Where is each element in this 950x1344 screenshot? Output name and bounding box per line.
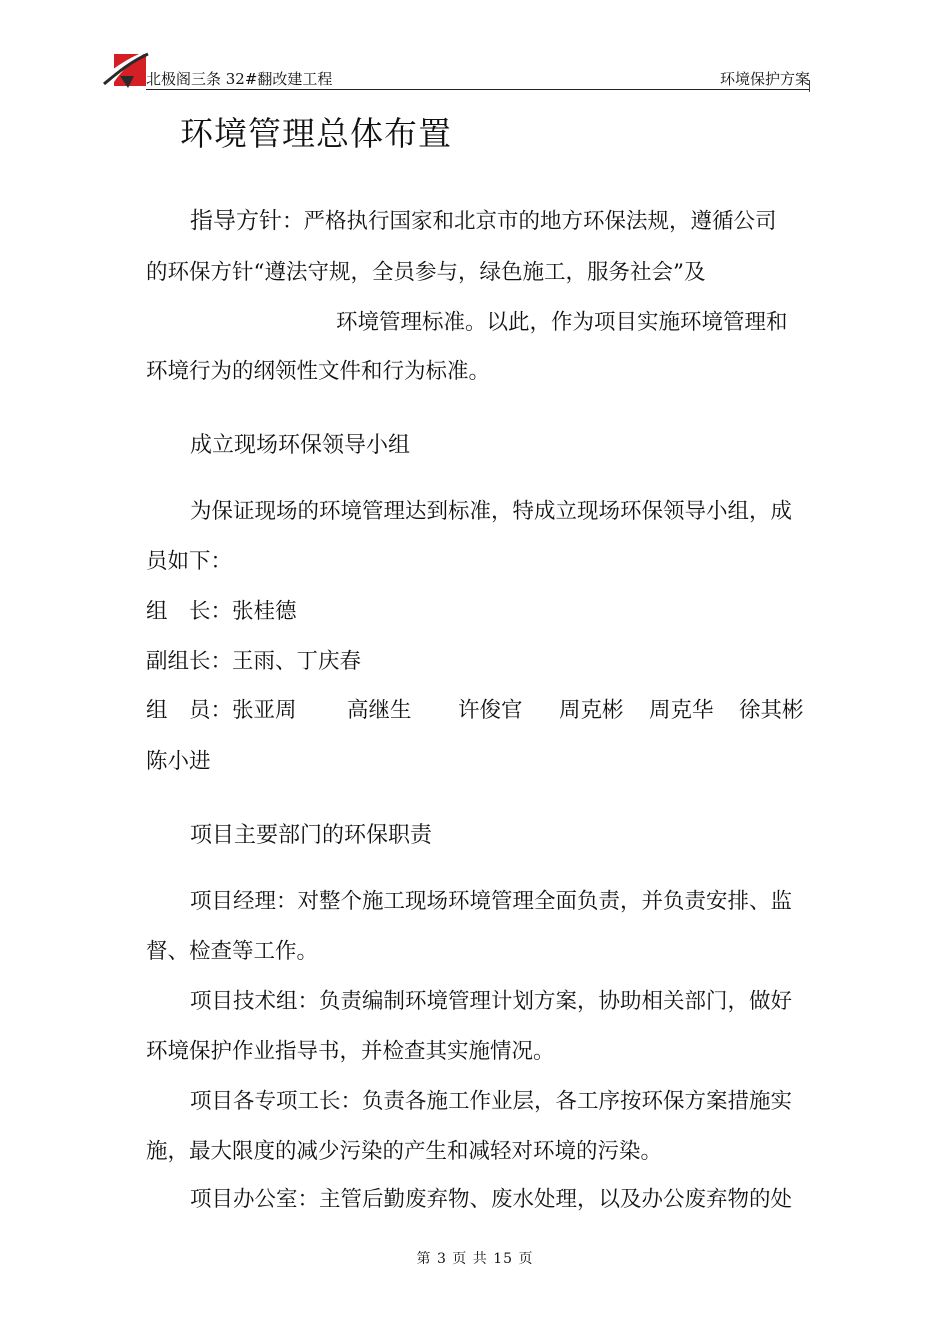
team-deputy: 副组长：王雨、丁庆春 — [146, 649, 362, 674]
guideline-line-4: 环境行为的纲领性文件和行为标准。 — [146, 359, 491, 384]
p4-line-1: 项目办公室：主管后勤废弃物、废水处理，以及办公废弃物的处 — [190, 1187, 793, 1212]
p1-line-1: 项目经理：对整个施工现场环境管理全面负责，并负责安排、监 — [190, 889, 793, 914]
page-footer: 第 3 页 共 15 页 — [416, 1251, 534, 1267]
member-name: 周克彬 — [559, 698, 624, 723]
header-project-name: 北极阁三条 32#翻改建工程 — [146, 70, 333, 88]
p2-line-1: 项目技术组：负责编制环境管理计划方案，协助相关部门，做好 — [190, 989, 793, 1014]
p3-line-2: 施，最大限度的减少污染的产生和减轻对环境的污染。 — [146, 1139, 663, 1164]
p1-line-2: 督、检查等工作。 — [146, 939, 319, 964]
team-leader: 组 长：张桂德 — [146, 599, 297, 624]
header-doc-type: 环境保护方案 — [719, 70, 810, 88]
p3-line-1: 项目各专项工长：负责各施工作业层，各工序按环保方案措施实 — [190, 1089, 793, 1114]
section-heading-responsibilities: 项目主要部门的环保职责 — [190, 823, 433, 848]
header-rule-tick — [809, 80, 810, 92]
member-name: 许俊官 — [458, 698, 523, 723]
section1-intro-line-1: 为保证现场的环境管理达到标准，特成立现场环保领导小组，成 — [190, 499, 793, 524]
section-heading-leadership: 成立现场环保领导小组 — [190, 433, 411, 458]
member-name-last: 陈小进 — [146, 749, 211, 774]
header-rule — [146, 89, 810, 90]
p2-line-2: 环境保护作业指导书，并检查其实施情况。 — [146, 1039, 555, 1064]
page-title: 环境管理总体布置 — [180, 114, 452, 153]
guideline-label: 指导方针 — [190, 208, 282, 234]
member-name: 高继生 — [347, 698, 412, 723]
guideline-line-2: 的环保方针“遵法守规，全员参与，绿色施工，服务社会”及 — [146, 260, 706, 285]
guideline-line-1: 指导方针：严格执行国家和北京市的地方环保法规，遵循公司 — [190, 208, 777, 234]
guideline-line-3: 环境管理标准。以此，作为项目实施环境管理和 — [336, 310, 788, 335]
section1-intro-line-2: 员如下： — [146, 549, 233, 574]
company-logo-icon — [100, 48, 152, 94]
members-label: 组 员：张亚周 — [146, 698, 297, 723]
member-name: 徐其彬 — [739, 698, 804, 723]
member-name: 周克华 — [649, 698, 714, 723]
